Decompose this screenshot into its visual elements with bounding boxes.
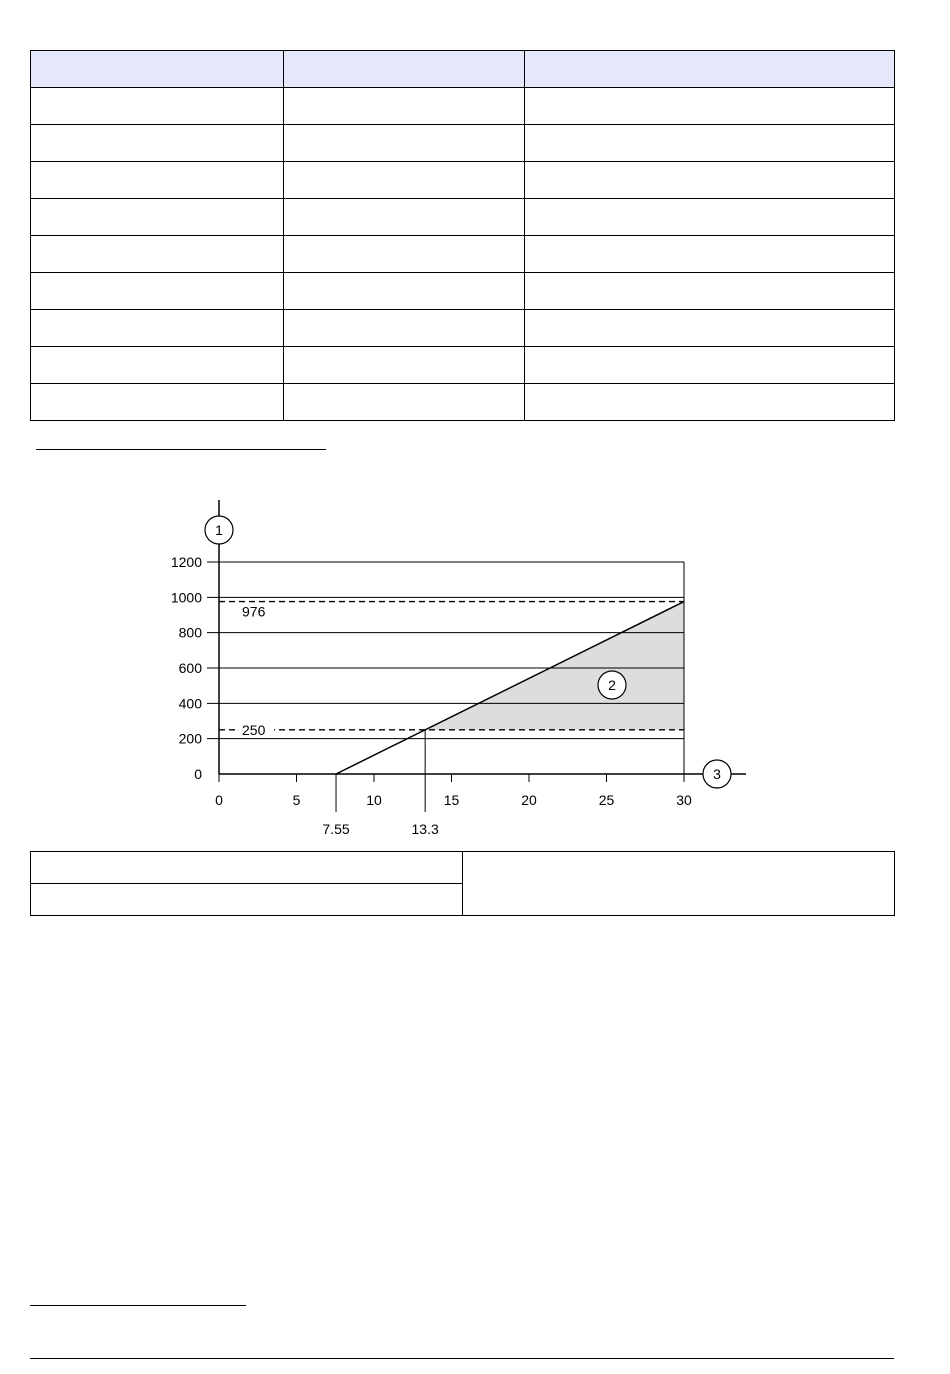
y-tick-label: 200 xyxy=(178,730,202,747)
table-cell xyxy=(284,199,525,236)
table-cell xyxy=(284,384,525,421)
y-tick-label: 800 xyxy=(178,624,202,641)
table-cell xyxy=(525,347,895,384)
y-tick-label: 1000 xyxy=(170,589,202,606)
callout-number: 2 xyxy=(608,677,616,693)
table-cell xyxy=(31,347,284,384)
x-marker-label: 7.55 xyxy=(322,821,350,837)
table-cell xyxy=(284,310,525,347)
table-cell xyxy=(525,273,895,310)
table-cell xyxy=(525,199,895,236)
reference-line-label: 250 xyxy=(242,721,266,738)
page-footer-rule xyxy=(30,1358,894,1359)
table-row xyxy=(31,347,895,384)
table-row xyxy=(31,88,895,125)
chart xyxy=(150,490,760,840)
table-cell xyxy=(525,125,895,162)
table-header-row xyxy=(31,51,895,88)
y-tick-label: 0 xyxy=(194,766,202,782)
table-cell xyxy=(525,310,895,347)
table-cell xyxy=(31,236,284,273)
y-tick-label: 1200 xyxy=(170,554,202,570)
table-cell xyxy=(31,884,463,916)
table-row xyxy=(31,236,895,273)
header-cell xyxy=(31,51,284,88)
table-row xyxy=(31,125,895,162)
y-tick-label: 400 xyxy=(178,695,202,712)
table-cell xyxy=(31,199,284,236)
spec-table xyxy=(30,50,895,421)
table-cell xyxy=(463,852,895,916)
x-tick-label: 30 xyxy=(676,792,692,808)
table-cell xyxy=(525,236,895,273)
table-cell xyxy=(525,88,895,125)
table-cell xyxy=(31,384,284,421)
table-cell xyxy=(525,162,895,199)
x-tick-label: 15 xyxy=(443,792,460,808)
x-marker-label: 13.3 xyxy=(411,821,439,837)
table-cell xyxy=(284,125,525,162)
y-tick-label: 600 xyxy=(178,660,202,676)
footnote-rule xyxy=(30,1305,246,1306)
x-tick-label: 20 xyxy=(521,792,537,808)
x-tick-label: 0 xyxy=(215,792,223,808)
table-cell xyxy=(31,125,284,162)
header-cell xyxy=(525,51,895,88)
table-row xyxy=(31,384,895,421)
table-cell xyxy=(31,310,284,347)
table-row xyxy=(31,273,895,310)
x-tick-label: 25 xyxy=(598,792,615,808)
legend-table xyxy=(30,851,895,916)
table-cell xyxy=(284,162,525,199)
reference-line-label: 976 xyxy=(242,603,266,620)
table-cell xyxy=(31,162,284,199)
table-cell xyxy=(525,384,895,421)
table-row xyxy=(31,199,895,236)
table-row xyxy=(31,162,895,199)
table-cell xyxy=(31,852,463,884)
table-cell xyxy=(31,88,284,125)
footnote-rule xyxy=(36,449,326,450)
callout-number: 3 xyxy=(713,766,721,782)
callout-number: 1 xyxy=(215,522,223,538)
table-cell xyxy=(284,236,525,273)
table-cell xyxy=(284,88,525,125)
x-tick-label: 5 xyxy=(292,792,301,808)
table-cell xyxy=(31,273,284,310)
table-row xyxy=(31,310,895,347)
table-row xyxy=(31,852,895,884)
table-cell xyxy=(284,347,525,384)
x-tick-label: 10 xyxy=(366,792,382,808)
header-cell xyxy=(284,51,525,88)
table-cell xyxy=(284,273,525,310)
